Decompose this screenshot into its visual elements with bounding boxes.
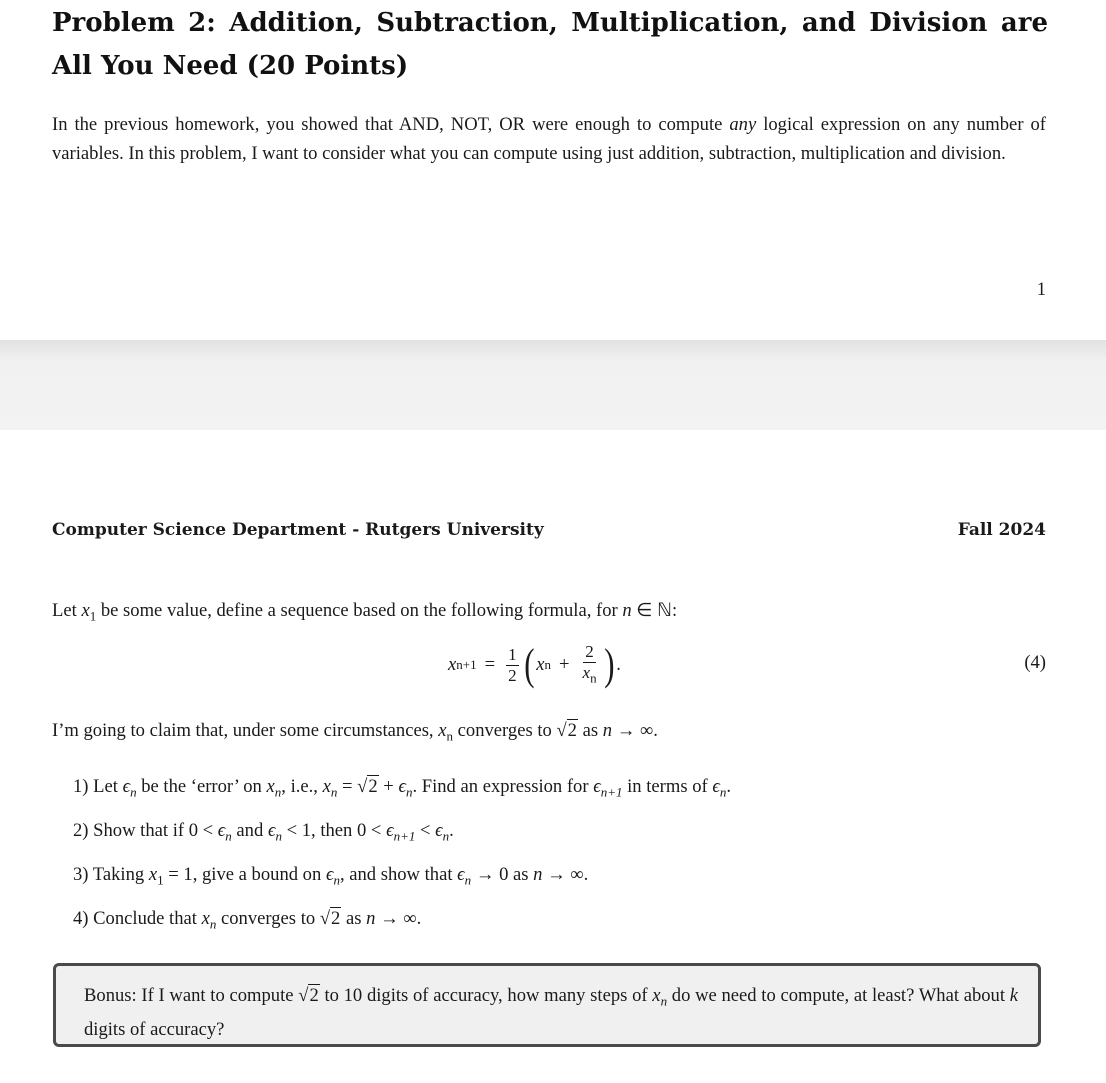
problem-title: Problem 2: Addition, Subtraction, Multiplication, and Division are All You Need (20 Points) (52, 8, 1048, 81)
sqrt-two (320, 908, 342, 930)
text: ∈ ℕ: (631, 600, 678, 621)
header-department: Computer Science Department - Rutgers University (52, 520, 544, 540)
math-var: x (536, 654, 545, 675)
math-sub: n+1 (393, 828, 416, 844)
math-sub: n (225, 828, 232, 844)
math-var: ϵ (325, 864, 334, 885)
text: converges to (216, 908, 320, 929)
task-item-3 (73, 864, 588, 889)
math-sub: 1 (157, 872, 164, 888)
math-sub: n (660, 993, 668, 1009)
math-var: x (148, 864, 158, 885)
sqrt-two (556, 720, 578, 742)
text: + (378, 776, 399, 797)
text: Conclude that (88, 908, 202, 929)
denominator: 2 (508, 665, 517, 685)
math-var: k (1009, 985, 1019, 1006)
math-var: ϵ (122, 776, 131, 797)
text: as (577, 720, 603, 741)
math-var: ϵ (593, 776, 601, 797)
period: . (616, 654, 621, 675)
convergence-claim (52, 720, 658, 745)
page-number: 1 (1036, 279, 1046, 300)
radicand: 2 (368, 776, 378, 797)
item-number: 3) (73, 864, 89, 885)
text: = (337, 776, 358, 797)
math-sub: n (275, 828, 282, 844)
open-paren: ( (523, 640, 535, 689)
math-sub: n (544, 657, 552, 672)
plus-sign: + (559, 654, 570, 675)
text: . Find an expression for (412, 776, 594, 797)
math-var: n (602, 720, 613, 741)
intro-emphasis: any (729, 114, 757, 135)
math-sub: n (333, 872, 340, 888)
header-term: Fall 2024 (957, 520, 1046, 540)
text: < (415, 820, 436, 841)
fraction-half (506, 645, 519, 686)
math-var: x (201, 908, 210, 929)
equals-sign: = (484, 654, 496, 675)
numerator: 2 (585, 641, 594, 661)
sqrt-symbol: √ (298, 985, 309, 1006)
math-var: ϵ (217, 820, 226, 841)
equation-number: (4) (1024, 652, 1046, 673)
text: be the ‘error’ on (136, 776, 267, 797)
text: , i.e., (281, 776, 323, 797)
math-sub: n (330, 784, 338, 800)
text: converges to (453, 720, 557, 741)
math-var: x (652, 985, 661, 1006)
math-var: ϵ (457, 864, 465, 885)
math-var: ϵ (712, 776, 720, 797)
text: as (341, 908, 367, 929)
recurrence-equation (448, 635, 621, 695)
math-sub: n (719, 784, 727, 800)
denominator (581, 663, 599, 688)
text: to 10 digits of accuracy, how many steps of (319, 985, 653, 1006)
text: . (726, 776, 731, 797)
text: → 0 as (471, 864, 534, 885)
math-var: n (533, 864, 543, 885)
text: in terms of (622, 776, 713, 797)
math-var: ϵ (398, 776, 406, 797)
text: Show that if 0 < (88, 820, 218, 841)
sqrt-two (298, 982, 320, 1010)
math-var: x (582, 662, 591, 682)
math-var: ϵ (267, 820, 276, 841)
item-number: 2) (73, 820, 89, 841)
sqrt-symbol: √ (319, 908, 331, 929)
radicand: 2 (309, 985, 319, 1006)
math-sub: n+1 (456, 657, 477, 672)
page-gap (0, 340, 1106, 430)
intro-text-1: In the previous homework, you showed that AND, NOT, OR were enough to compute (52, 114, 730, 135)
text: , and show that (339, 864, 458, 885)
math-sub: n (446, 728, 453, 744)
task-item-4 (73, 908, 421, 933)
page-2 (0, 430, 1106, 1083)
math-var: x (448, 654, 457, 675)
text: I’m going to claim that, under some circumstances, (52, 720, 439, 741)
math-sub: 1 (89, 608, 97, 624)
math-var: ϵ (435, 820, 443, 841)
radicand: 2 (567, 720, 577, 741)
bonus-box (53, 963, 1041, 1047)
text: Let (52, 600, 82, 621)
text: Let (88, 776, 123, 797)
text: < 1, then 0 < (281, 820, 387, 841)
math-var: x (266, 776, 275, 797)
close-paren: ) (603, 640, 615, 689)
text: be some value, define a sequence based on the following formula, for (96, 600, 623, 621)
text: Taking (88, 864, 149, 885)
text: do we need to compute, at least? What about (667, 985, 1010, 1006)
math-sub: n+1 (600, 784, 623, 800)
text: → ∞. (542, 864, 589, 885)
intro-paragraph (52, 111, 1046, 168)
text: → ∞. (375, 908, 422, 929)
sequence-definition (52, 600, 677, 625)
math-var: x (81, 600, 90, 621)
math-var: x (438, 720, 447, 741)
math-var: x (322, 776, 331, 797)
text: and (231, 820, 268, 841)
math-var: ϵ (386, 820, 394, 841)
text: Bonus: If I want to compute (84, 985, 299, 1006)
math-var: n (622, 600, 632, 621)
math-sub: n (130, 784, 137, 800)
task-item-2 (73, 820, 454, 845)
sqrt-symbol: √ (556, 720, 567, 741)
math-var: n (366, 908, 376, 929)
text: digits of accuracy? (84, 1018, 225, 1040)
sqrt-two (357, 776, 379, 798)
math-sub: n (209, 916, 217, 932)
math-sub: n (464, 872, 472, 888)
fraction-two-over-xn (581, 642, 599, 688)
bonus-question (84, 982, 1018, 1044)
sqrt-symbol: √ (357, 776, 368, 797)
math-sub: n (442, 828, 450, 844)
text: = 1, give a bound on (163, 864, 326, 885)
numerator: 1 (508, 644, 517, 664)
math-sub: n (405, 784, 413, 800)
task-item-1 (73, 776, 731, 801)
math-sub: n (590, 670, 597, 686)
item-number: 4) (73, 908, 89, 929)
page-1 (0, 0, 1106, 340)
text: → ∞. (612, 720, 658, 741)
text: . (449, 820, 454, 841)
item-number: 1) (73, 776, 89, 797)
math-sub: n (274, 784, 282, 800)
radicand: 2 (331, 908, 341, 929)
intro-text-2: logical expression on any number of variables. In this problem, I want to consider what you can compute using just addition, subtraction, multiplication and division. (52, 114, 1046, 164)
